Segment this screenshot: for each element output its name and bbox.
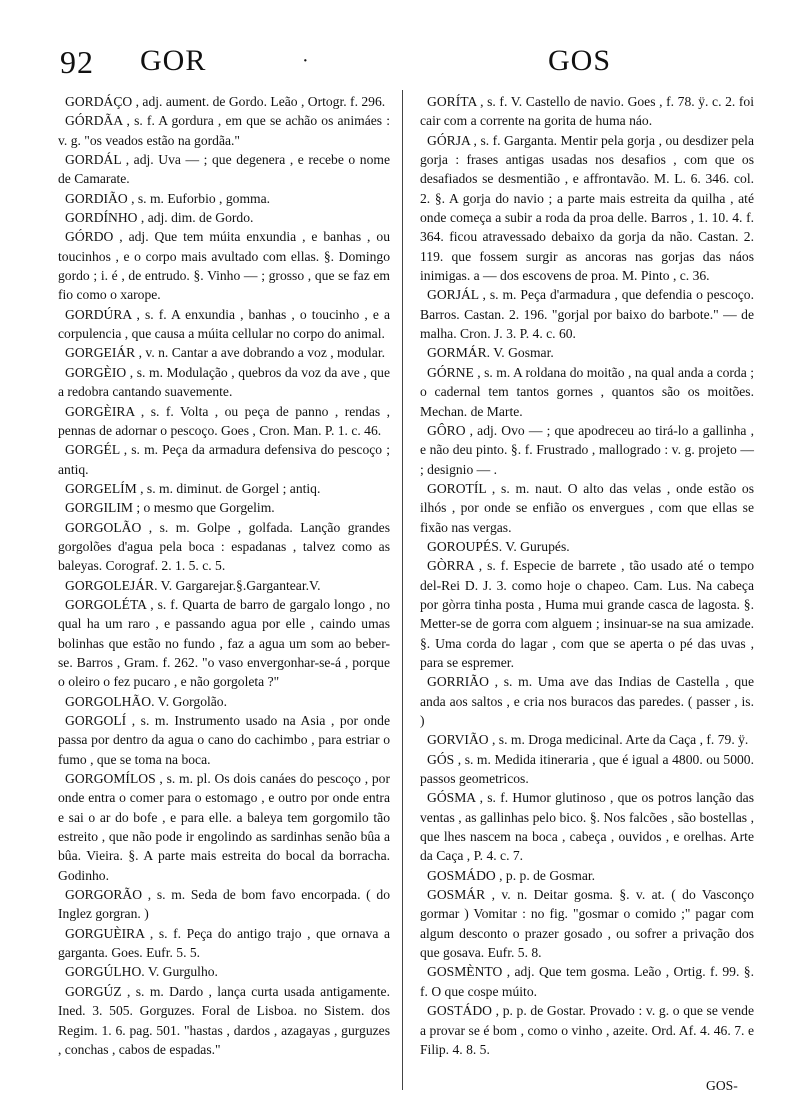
entry: GÓS , s. m. Medida itineraria , que é igual a 4800. ou 5000. passos geometricos. <box>420 751 754 787</box>
entry: GORGOLÃO , s. m. Golpe , golfada. Lanção grandes gorgolões d'agua pela boca : espadanas , talvez como as baleyas. Corograf. 2. 1. 5. c. 5. <box>58 519 390 574</box>
entry: GOSMÁR , v. n. Deitar gosma. §. v. at. ( do Vasconço gormar ) Vomitar : no fig. "gosmar o comido ;" pagar com algum desconto o prazer gosado , ou sofrer a privação dos que gosava. Eufr. 5. 8. <box>420 887 754 961</box>
entry: GORJÁL , s. m. Peça d'armadura , que defendia o pescoço. Barros. Castan. 2. 196. "gorjal por baixo do barbote." — de malha. Cron. J. 3. P. 4. c. 60. <box>420 287 754 342</box>
entry: GORMÁR. V. Gosmar. <box>427 345 554 361</box>
entry: GORGOLÍ , s. m. Instrumento usado na Asia , por onde passa por dentro da agua o cano do cachimbo , para estriar o fumo , que se toma na boca. <box>58 713 390 767</box>
entry: GORGÚLHO. V. Gurgulho. <box>65 964 218 980</box>
left-column <box>58 92 390 1059</box>
entry: GORDÍNHO , adj. dim. de Gordo. <box>65 210 254 226</box>
entry: GORDÁL , adj. Uva — ; que degenera , e recebe o nome de Camarate. <box>58 152 390 187</box>
entry: GORGUÈIRA , s. f. Peça do antigo trajo , que ornava a garganta. Goes. Eufr. 5. 5. <box>58 925 390 961</box>
entry: GÓRDO , adj. Que tem múita enxundia , e banhas , ou toucinhos , e o corpo mais avultado com ellas. §. Domingo gordo ; i. é , de entrudo. §. Vinho — ; grosso , que se faz em fio como o xarope. <box>58 229 390 303</box>
entry: GORGEIÁR , v. n. Cantar a ave dobrando a voz , modular. <box>65 345 386 361</box>
left-running-head: GOR <box>140 44 207 77</box>
entry: GORDÚRA , s. f. A enxundia , banhas , o toucinho , e a corpulencia , que causa a múita cellular no corpo do animal. <box>58 306 390 342</box>
entry: GORGILIM ; o mesmo que Gorgelim. <box>65 500 275 516</box>
header-mark: · <box>302 50 310 72</box>
entry: GOSTÁDO , p. p. de Gostar. Provado : v. g. o que se vende a provar se é bom , como o vinho , azeite. Ord. Af. 4. 46. 7. e Filip. 4. 8. 5. <box>420 1003 754 1057</box>
entry: GORGORÃO , s. m. Seda de bom favo encorpada. ( do Inglez gorgran. ) <box>58 887 390 922</box>
entry: GÓSMA , s. f. Humor glutinoso , que os potros lanção das ventas , as gallinhas pelo bico. §. Nos falcões , são bostellas , que lhes nascem na boca , cabeça , ouvidos , e orelhas. Arte da Caça , P. 4. c. 7. <box>420 790 754 864</box>
right-running-head: GOS <box>548 44 612 77</box>
entry: GORGÈIRA , s. f. Volta , ou peça de panno , rendas , pennas de adornar o pescoço. Goes , Cron. Man. P. 1. c. 46. <box>58 403 390 438</box>
entry: GORGÉL , s. m. Peça da armadura defensiva do pescoço ; antiq. <box>58 442 390 477</box>
entry: GORRIÃO , s. m. Uma ave das Indias de Castella , que anda aos saltos , e cria nos buracos das paredes. ( passer , is. ) <box>420 674 754 728</box>
catchword: GOS- <box>706 1078 738 1093</box>
entry: GOROTÍL , s. m. naut. O alto das velas , onde estão os ilhós , por onde se enfião os envergues , com que ellas se fixão nas vergas. <box>420 480 754 535</box>
entry: GOROUPÉS. V. Gurupés. <box>427 538 570 554</box>
entry: GÒRRA , s. f. Especie de barrete , tão usado até o tempo del-Rei D. J. 3. como hoje o chapeo. Cam. Lus. Na cabeça por gòrra tinha posta , Huma mui grande casca de lagosta. §. Metter-se de gorra com alguem ; insinuar-se na sua amizade. §. Uma corda do lagar , com que se aperta o pé das uvas , para se espremer. <box>420 558 754 670</box>
entry: GORGOMÍLOS , s. m. pl. Os dois canáes do pescoço , por onde entra o comer para o estomago , e outro por onde entra e sai o ar do bofe , e para elle. a baleya tem gorgomilo tão estreito , que não pode ir engolindo as sardinhas senão bûa a bûa. Vieira. §. A parte mais estreita do bocal da borracha. Godinho. <box>58 771 390 883</box>
page-number: 92 <box>60 44 94 80</box>
entry: GORGÚZ , s. m. Dardo , lança curta usada antigamente. Ined. 3. 505. Gorguzes. Foral de Lisboa. no Sistem. dos Regim. 1. 6. pag. 501. "hastas , dardos , azagayas , gurguzes , conchas , cabos de espadas." <box>58 983 390 1057</box>
column-divider <box>402 90 403 1090</box>
right-column <box>420 92 754 1059</box>
entry: GORDÁÇO , adj. aument. de Gordo. Leão , Ortogr. f. 296. <box>65 94 386 109</box>
entry: GORGOLÉTA , s. f. Quarta de barro de gargalo longo , no qual ha um raro , e passando agua por elle , caindo umas bolinhas que estão no fundo , faz a agua um som ao beber-se. Barros , Gram. f. 262. "o vaso envergonhar-se-á , porque o oleiro o fez pucaro , e não gorgoleta ?" <box>58 596 390 690</box>
entry: GORDIÃO , s. m. Euforbio , gomma. <box>65 190 271 206</box>
entry: GORÍTA , s. f. V. Castello de navio. Goes , f. 78. ÿ. c. 2. foi cair com a corrente na gorita de huma náo. <box>420 94 754 129</box>
entry: GORVIÃO , s. m. Droga medicinal. Arte da Caça , f. 79. ÿ. <box>427 732 749 748</box>
entry: GORGOLEJÁR. V. Gargarejar.§.Gargantear.V. <box>65 577 321 593</box>
entry: GÓRJA , s. f. Garganta. Mentir pela gorja , ou desdizer pela gorja : frases antigas usadas nos desafios , com que os desafiados se desmentião , e affrontavão. M. L. 6. 346. col. 2. §. A gorja do navio ; a parte mais estreita da quilha , até onde começa a subir a roda da proa delle. Barros , 1. 10. 4. f. 364. ficou atravessado debaixo da gorja da não. Castan. 2. 119. que fossem surgir as ancoras nas gorjas das náos inimigas. a — dos escovens de proa. M. Pinto , c. 36. <box>420 132 754 284</box>
entry: GÓRDÃA , s. f. A gordura , em que se achão os animáes : v. g. "os veados estão na gordãa." <box>58 113 390 148</box>
entry: GORGÈIO , s. m. Modulação , quebros da voz da ave , que a redobra cantando suavemente. <box>58 364 390 400</box>
entry: GÔRO , adj. Ovo — ; que apodreceu ao tirá-lo a gallinha , e não deu pinto. §. f. Frustrado , mallogrado : v. g. projeto — ; designio — . <box>420 422 754 477</box>
entry: GÓRNE , s. m. A roldana do moitão , na qual anda a corda ; o cadernal tem tantos gornes , quantos são os moitões. Mechan. de Marte. <box>420 364 754 419</box>
entry: GOSMÁDO , p. p. de Gosmar. <box>427 867 596 883</box>
entry: GOSMÈNTO , adj. Que tem gosma. Leão , Ortig. f. 99. §. f. O que cospe múito. <box>420 964 754 999</box>
entry: GORGELÍM , s. m. diminut. de Gorgel ; antiq. <box>65 480 321 496</box>
entry: GORGOLHÃO. V. Gorgolão. <box>65 693 227 709</box>
